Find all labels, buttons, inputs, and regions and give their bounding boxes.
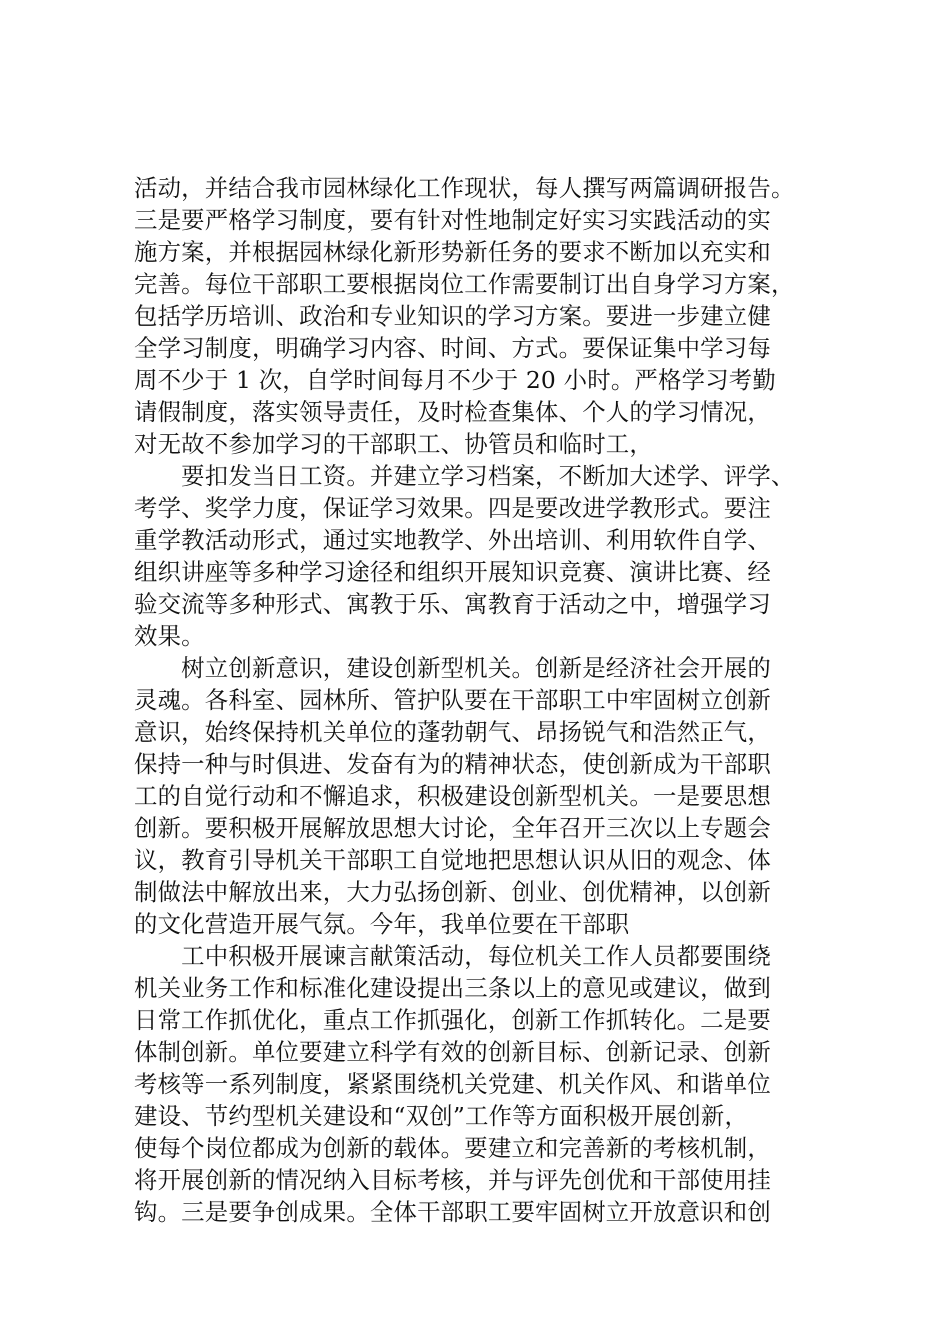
text-line: 考学、奖学力度，保证学习效果。四是要改进学教形式。要注	[134, 494, 771, 522]
text-line: 要扣发当日工资。并建立学习档案，不断加大述学、评学、	[134, 462, 795, 490]
text-line: 制做法中解放出来，大力弘扬创新、创业、创优精神，以创新	[134, 878, 771, 906]
body-text	[134, 172, 834, 1228]
text-line: 包括学历培训、政治和专业知识的学习方案。要进一步建立健	[134, 302, 771, 330]
text-line: 体制创新。单位要建立科学有效的创新目标、创新记录、创新	[134, 1038, 771, 1066]
text-line: 组织讲座等多种学习途径和组织开展知识竞赛、演讲比赛、经	[134, 558, 771, 586]
text-line: 对无故不参加学习的干部职工、协管员和临时工，	[134, 430, 653, 458]
text-line: 重学教活动形式，通过实地教学、外出培训、利用软件自学、	[134, 526, 771, 554]
text-line: 保持一种与时俱进、发奋有为的精神状态，使创新成为干部职	[134, 750, 771, 778]
text-line: 创新。要积极开展解放思想大讨论，全年召开三次以上专题会	[134, 814, 771, 842]
text-line: 机关业务工作和标准化建设提出三条以上的意见或建议，做到	[134, 974, 771, 1002]
text-line: 意识，始终保持机关单位的蓬勃朝气、昂扬锐气和浩然正气，	[134, 718, 771, 746]
text-line: 钩。三是要争创成果。全体干部职工要牢固树立开放意识和创	[134, 1198, 771, 1226]
text-line: 的文化营造开展气氛。今年，我单位要在干部职	[134, 910, 630, 938]
text-line: 完善。每位干部职工要根据岗位工作需要制订出自身学习方案，	[134, 270, 795, 298]
text-line: 建设、节约型机关建设和“双创”工作等方面积极开展创新，	[134, 1102, 749, 1130]
text-line: 将开展创新的情况纳入目标考核，并与评先创优和干部使用挂	[134, 1166, 771, 1194]
text-line: 施方案，并根据园林绿化新形势新任务的要求不断加以充实和	[134, 238, 771, 266]
text-line: 请假制度，落实领导责任，及时检查集体、个人的学习情况，	[134, 398, 771, 426]
text-line: 考核等一系列制度，紧紧围绕机关党建、机关作风、和谐单位	[134, 1070, 771, 1098]
text-line: 验交流等多种形式、寓教于乐、寓教育于活动之中，增强学习	[134, 590, 771, 618]
text-line: 议，教育引导机关干部职工自觉地把思想认识从旧的观念、体	[134, 846, 771, 874]
text-line: 树立创新意识，建设创新型机关。创新是经济社会开展的	[134, 654, 771, 682]
text-line: 活动，并结合我市园林绿化工作现状，每人撰写两篇调研报告。	[134, 174, 795, 202]
text-line: 全学习制度，明确学习内容、时间、方式。要保证集中学习每	[134, 334, 771, 362]
text-line: 三是要严格学习制度，要有针对性地制定好实习实践活动的实	[134, 206, 771, 234]
text-line: 效果。	[134, 622, 205, 650]
text-line: 工中积极开展谏言献策活动，每位机关工作人员都要围绕	[134, 942, 771, 970]
text-line: 周不少于 1 次，自学时间每月不少于 20 小时。严格学习考勤	[134, 366, 776, 394]
text-line: 灵魂。各科室、园林所、管护队要在干部职工中牢固树立创新	[134, 686, 771, 714]
text-line: 使每个岗位都成为创新的载体。要建立和完善新的考核机制，	[134, 1134, 771, 1162]
text-line: 日常工作抓优化，重点工作抓强化，创新工作抓转化。二是要	[134, 1006, 771, 1034]
text-line: 工的自觉行动和不懈追求，积极建设创新型机关。一是要思想	[134, 782, 771, 810]
